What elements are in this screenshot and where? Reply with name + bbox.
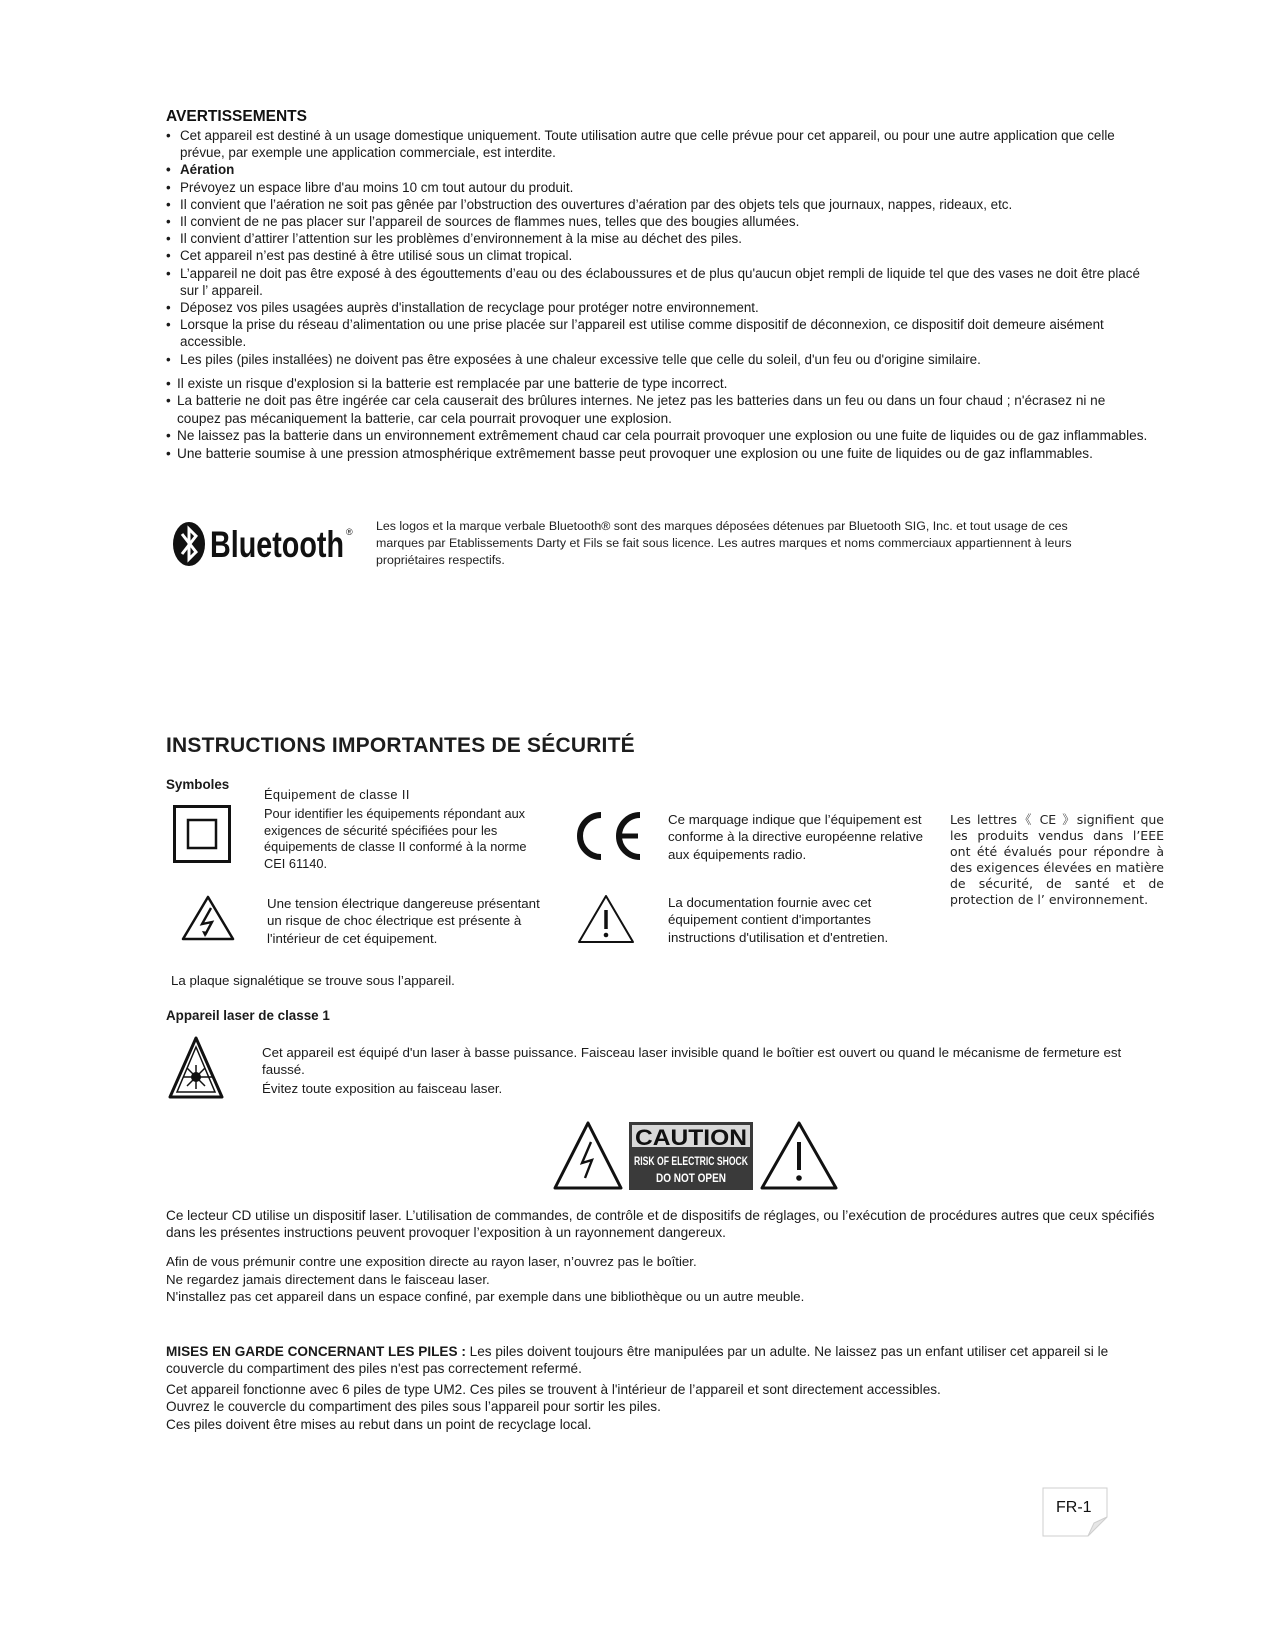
- battery-cautions-block: [166, 1343, 1156, 1433]
- protection-line: Afin de vous prémunir contre une exposition directe au rayon laser, n’ouvrez pas le boîtier.: [166, 1254, 697, 1269]
- page-number: FR-1: [1056, 1499, 1092, 1516]
- list-item: • Il convient de ne pas placer sur l’appareil de sources de flammes nues, telles que des bougies allumées.: [166, 213, 1151, 230]
- bluetooth-icon: [172, 519, 358, 569]
- svg-text:®: ®: [346, 527, 353, 537]
- protection-line: Ne regardez jamais directement dans le faisceau laser.: [166, 1271, 490, 1287]
- class2-icon: [173, 805, 231, 863]
- battery-line: Cet appareil fonctionne avec 6 piles de type UM2. Ces piles se trouvent à l'intérieur de l’appareil et sont directement accessibles.: [166, 1381, 941, 1397]
- list-item: • Une batterie soumise à une pression atmosphérique extrêmement basse peut provoquer une explosion ou une fuite de liquides ou de gaz inflammables.: [166, 445, 1151, 462]
- list-item: • Il convient d’attirer l’attention sur les problèmes d’environnement à la mise au déchet des piles.: [166, 230, 1151, 247]
- bluetooth-logo: [172, 519, 358, 569]
- exclamation-triangle-icon: [762, 1123, 836, 1188]
- class2-description: Pour identifier les équipements répondant aux exigences de sécurité spécifiées pour les équipements de classe II conformé à la norme CEI 61140.: [264, 806, 527, 871]
- protection-line: N'installez pas cet appareil dans un espace confiné, par exemple dans une bibliothèque ou un autre meuble.: [166, 1289, 805, 1305]
- electric-shock-triangle-icon: [555, 1123, 621, 1188]
- list-item: • Aération: [166, 161, 1151, 178]
- laser-protection-block: [166, 1253, 1156, 1306]
- list-item: • L’appareil ne doit pas être exposé à des égouttements d’eau ou des éclaboussures et de plus qu'aucun objet rempli de liquide tel que des vases ne doit être placé sur l’ appareil.: [166, 265, 1151, 299]
- symbols-label: Symboles: [166, 777, 230, 792]
- list-item: • La batterie ne doit pas être ingérée car cela causerait des brûlures internes. Ne jetez pas les batteries dans un feu ou dans un four chaud ; n'écrasez ni ne coupez pas mécaniquement la batterie, car cela pourrait provoquer une explosion.: [166, 392, 1151, 427]
- battery-cautions-heading: MISES EN GARDE CONCERNANT LES PILES :: [166, 1344, 466, 1359]
- list-item: • Prévoyez un espace libre d'au moins 10 cm tout autour du produit.: [166, 179, 1151, 196]
- warnings-heading: AVERTISSEMENTS: [166, 108, 307, 125]
- bluetooth-notice: Les logos et la marque verbale Bluetooth® sont des marques déposées détenues par Bluetooth SIG, Inc. et tout usage de ces marques par Etablissements Darty et Fils se fait sous licence. Les autres marques et noms commerciaux appartiennent à leurs propriétaires respectifs.: [376, 519, 1072, 567]
- ce-mark-icon: [568, 808, 644, 864]
- list-item: • Il convient que l’aération ne soit pas gênée par l’obstruction des ouvertures d’aération par des objets tels que journaux, nappes, rideaux, etc.: [166, 196, 1151, 213]
- battery-line: Ces piles doivent être mises au rebut dans un point de recyclage local.: [166, 1416, 592, 1432]
- list-item: • Déposez vos piles usagées auprès d'installation de recyclage pour protéger notre environnement.: [166, 299, 1151, 316]
- rating-plate-text: La plaque signalétique se trouve sous l’appareil.: [171, 973, 455, 988]
- battery-line: Ouvrez le couvercle du compartiment des piles sous l’appareil pour sortir les piles.: [166, 1399, 661, 1415]
- warnings-list: [166, 127, 1151, 368]
- bluetooth-wordmark: Bluetooth: [210, 524, 344, 565]
- ce-description: Ce marquage indique que l’équipement est conforme à la directive européenne relative aux équipements radio.: [668, 812, 924, 862]
- list-item: • Ne laissez pas la batterie dans un environnement extrêmement chaud car cela pourrait provoquer une explosion ou une fuite de liquides ou de gaz inflammables.: [166, 427, 1151, 444]
- battery-cautions-intro: Les piles doivent toujours être manipulées par un adulte. Ne laissez pas un enfant utiliser cet appareil si le couvercle du compartiment des piles n'est pas correctement refermé.: [166, 1344, 1109, 1377]
- list-item: • Cet appareil est destiné à un usage domestique uniquement. Toute utilisation autre que celle prévue pour cet appareil, ou pour une autre application que celle prévue, par exemple une application commerciale, est interdite.: [166, 127, 1151, 161]
- list-item: • Lorsque la prise du réseau d’alimentation ou une prise placée sur l’appareil est utilise comme dispositif de déconnexion, ce dispositif doit demeure aisément accessible.: [166, 316, 1151, 350]
- cd-laser-text: Ce lecteur CD utilise un dispositif laser. L’utilisation de commandes, de contrôle et de dispositifs de réglages, ou l’exécution de procédures autres que ceux spécifiés dans les présentes instructions peuvent provoquer l’exposition à un rayonnement dangereux.: [166, 1208, 1155, 1241]
- laser-warning-icon: [168, 1035, 224, 1101]
- laser-line-2: Évitez toute exposition au faisceau laser.: [262, 1081, 503, 1096]
- exclamation-warning-icon: [577, 894, 635, 944]
- page-number-tag: [1042, 1487, 1108, 1537]
- laser-heading: Appareil laser de classe 1: [166, 1008, 330, 1023]
- list-item: • Les piles (piles installées) ne doivent pas être exposées à une chaleur excessive telle que celle du soleil, d'un feu ou d'origine similaire.: [166, 351, 1151, 368]
- shock-description: Une tension électrique dangereuse présentant un risque de choc électrique est présente à l'intérieur de cet équipement.: [267, 896, 540, 946]
- list-item: • Cet appareil n’est pas destiné à être utilisé sous un climat tropical.: [166, 247, 1151, 264]
- ce-letters-description: Les lettres《 CE 》signifient que les produits vendus dans l’EEE ont été évalués pour répondre à des exigences élevées en matière de sécurité, de santé et de protection de l’ environnement.: [950, 812, 1164, 907]
- caution-line-2: DO NOT OPEN: [656, 1171, 726, 1185]
- battery-warnings-list: [166, 375, 1151, 462]
- safety-heading: INSTRUCTIONS IMPORTANTES DE SÉCURITÉ: [166, 734, 635, 757]
- caution-line-1: RISK OF ELECTRIC SHOCK: [634, 1154, 749, 1168]
- caution-label: [553, 1118, 842, 1193]
- laser-line-1: Cet appareil est équipé d'un laser à basse puissance. Faisceau laser invisible quand le boîtier est ouvert ou quand le mécanisme de fermeture est faussé.: [262, 1045, 1122, 1078]
- documentation-description: La documentation fournie avec cet équipement contient d'importantes instructions d'utilisation et d'entretien.: [668, 895, 889, 945]
- caution-title: CAUTION: [635, 1125, 747, 1150]
- electric-shock-warning-icon: [181, 895, 235, 941]
- list-item: • Il existe un risque d'explosion si la batterie est remplacée par une batterie de type incorrect.: [166, 375, 1151, 392]
- class2-title: Équipement de classe II: [264, 787, 410, 802]
